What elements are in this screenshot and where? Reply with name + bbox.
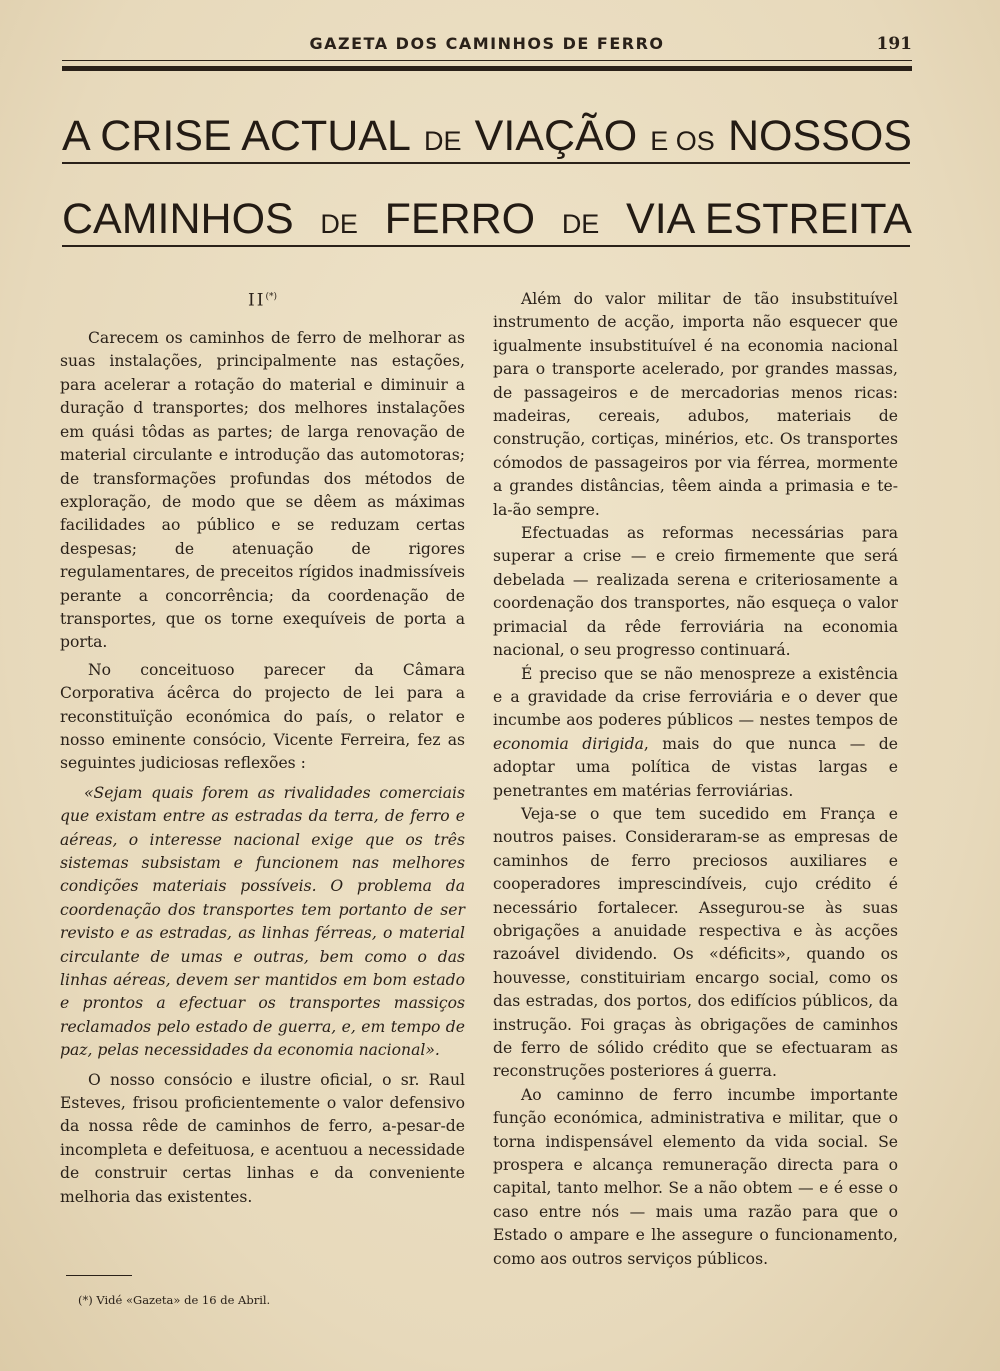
title-word: CAMINHOS (62, 195, 294, 243)
title-rule (62, 245, 910, 247)
paragraph: Veja-se o que tem sucedido em França e noutros paises. Consideraram-se as empresas de caminhos de ferro preciosos auxiliares e cooperadores imprescindíveis, cujo crédito é necessário fortalecer. Assegurou-se às suas obrigações a anuidade respectiva e às acções razoável dividendo. Os «déficits», quando os houvesse, constituiriam encargo social, como os das estradas, dos portos, dos edifícios públicos, da instrução. Foi graças às obrigações de caminhos de ferro de sólido crédito que se efectuaram as reconstruções posteriores á guerra. (493, 804, 898, 1081)
paragraph: Ao caminno de ferro incumbe importante função económica, administrativa e militar, que o torna indispensável elemento da vida social. Se prospera e alcança remuneração directa para o capital, tanto melhor. Se a não obtem — e é esse o caso entre nós — mais uma razão para que o Estado o ampare e lhe assegure o funcionamento, como aos outros serviços públicos. (493, 1085, 898, 1268)
header-rule-thin (62, 60, 912, 61)
title-word: A CRISE ACTUAL (62, 112, 411, 160)
paragraph (493, 663, 898, 803)
paragraph-text: , mais do que nunca — de adoptar uma política de vistas largas e penetrantes em matérias ferroviárias. (493, 734, 898, 800)
footnote: (*) Vidé «Gazeta» de 16 de Abril. (78, 1293, 271, 1307)
quote-paragraph: «Sejam quais forem as rivalidades comerciais que existam entre as estradas da terra, de ferro e aéreas, o interesse nacional exige que os três sistemas subsistam e funcionem nas melhores condições materiais possíveis. O problema da coordenação dos transportes tem portanto de ser revisto e as estradas, as linhas férreas, o material circulante de umas e outras, bem como o das linhas aéreas, devem ser mantidos em bom estado e prontos a efectuar os transportes massiços reclamados pelo estado de guerra, e, em tempo de paz, pelas necessidades da economia nacional». (60, 783, 465, 1060)
running-head (62, 30, 912, 60)
paragraph: O nosso consócio e ilustre oficial, o sr. Raul Esteves, frisou proficientemente o valor defensivo da nossa rêde de caminhos de ferro, a-pesar-de incompleta e defeituosa, e acentuou a necessidade de construir certas linhas e da conveniente melhoria das existentes. (60, 1070, 465, 1206)
paragraph: Além do valor militar de tão insubstituível instrumento de acção, importa não esquecer que igualmente insubstituível é na economia nacional para o transporte acelerado, por grandes massas, de passageiros e de mercadorias menos ricas: madeiras, cereais, adubos, materiais de construção, cortiças, minérios, etc. Os transportes cómodos de passageiros por via férrea, mormente a grandes distâncias, têem ainda a primasia e te-la-ão sempre. (493, 290, 898, 519)
paragraph-text: É preciso que se não menospreze a existência e a gravidade da crise ferroviária e o dever que incumbe aos poderes públicos — nestes tempos de (493, 664, 898, 730)
paragraph: Efectuadas as reformas necessárias para superar a crise — e creio firmemente que será debelada — realizada serena e criteriosamente a coordenação dos transportes, não esqueça o valor primacial da rêde ferroviária na economia nacional, o seu progresso continuará. (493, 524, 898, 660)
title-word: E OS (650, 126, 715, 156)
title-word: NOSSOS (727, 112, 912, 160)
title-word: DE (320, 209, 358, 239)
title-word: DE (561, 209, 600, 239)
section-number (60, 286, 465, 313)
title-word: FERRO (384, 195, 536, 243)
paragraph: Carecem os caminhos de ferro de melhorar as suas instalações, principalmente nas estações, para acelerar a rotação do material e diminuir a duração d transportes; dos melhores instalações em quási tôdas as partes; de larga renovação de material circulante e introdução das automotoras; de transformações profundas dos métodos de exploração, de modo que se dêem as máximas facilidades ao público e se reduzam certas despesas; de atenuação de rigores regulamentares, de preceitos rígidos inadmissíveis perante a concorrência; da coordenação de transportes, que os torne exequíveis de porta a porta. (60, 329, 465, 652)
paragraph: No conceituoso parecer da Câmara Corporativa ácêrca do projecto de lei para a reconstituïção económica do país, o relator e nosso eminente consócio, Vicente Ferreira, fez as seguintes judiciosas reflexões : (60, 660, 465, 773)
article-title-line-1 (62, 112, 912, 161)
right-column (493, 288, 898, 1271)
left-column (60, 286, 465, 1209)
page-number: 191 (876, 34, 912, 54)
footnote-rule (66, 1275, 132, 1276)
article-title-line-2 (62, 195, 912, 244)
section-mark-text: II (248, 290, 266, 311)
emphasis-text: economia dirigida (493, 734, 644, 753)
title-word: VIA ESTREITA (626, 195, 912, 243)
title-rule (62, 162, 910, 164)
title-word: DE (424, 126, 462, 156)
title-word: VIAÇÃO (474, 112, 638, 160)
running-title: GAZETA DOS CAMINHOS DE FERRO (309, 34, 665, 53)
header-rule-thick (62, 66, 912, 71)
footnote-ref: (*) (265, 292, 277, 302)
